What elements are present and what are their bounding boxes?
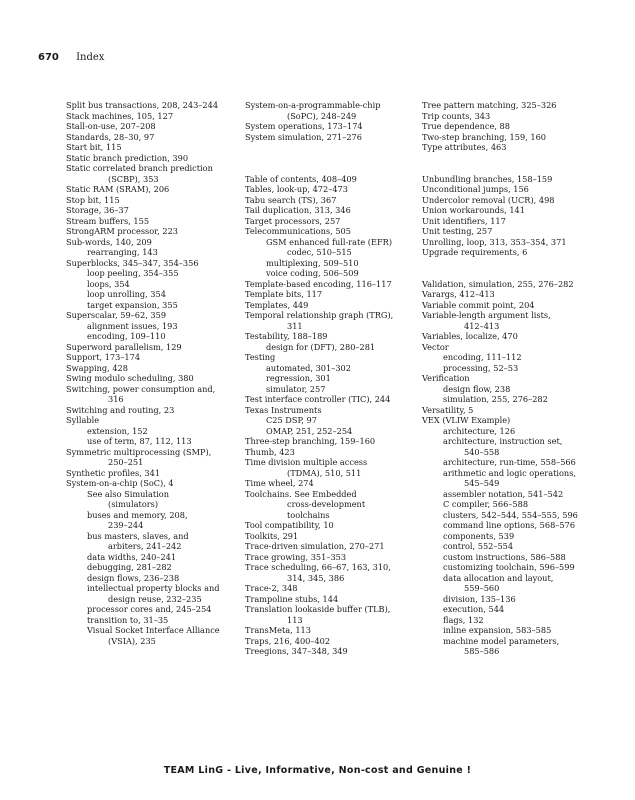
index-subentry: architecture, run-time, 558–566 <box>443 457 576 467</box>
index-entry: Template-based encoding, 116–117 <box>245 278 392 289</box>
index-entry: Variables, localize, 470 <box>422 331 518 341</box>
index-entry: Thumb, 423 <box>245 446 295 457</box>
index-entry: Time division multiple access <box>245 457 368 467</box>
index-subentry: design flow, 238 <box>443 383 511 394</box>
index-entry: Trace growing, 351–353 <box>245 551 347 562</box>
index-entry: Superblocks, 345–347, 354–356 <box>66 257 199 268</box>
index-entry: Static branch prediction, 390 <box>66 152 189 163</box>
index-entry: True dependence, 88 <box>422 121 510 131</box>
index-entry: Temporal relationship graph (TRG), <box>245 310 394 320</box>
index-entry: Standards, 28–30, 97 <box>66 131 155 142</box>
index-entry: Table of contents, 408–409 <box>245 173 357 184</box>
index-subentry: design for (DFT), 280–281 <box>266 341 376 352</box>
index-entry: Three-step branching, 159–160 <box>245 436 376 446</box>
index-subentry: C25 DSP, 97 <box>266 415 317 425</box>
index-entry: Unrolling, loop, 313, 353–354, 371 <box>422 236 567 247</box>
index-entry: Telecommunications, 505 <box>245 226 351 236</box>
index-subentry: intellectual property blocks and <box>87 583 220 593</box>
index-continuation: toolchains <box>287 509 330 520</box>
index-subentry: customizing toolchain, 596–599 <box>443 562 575 572</box>
index-continuation: 585–586 <box>464 646 500 656</box>
index-entry: Varargs, 412–413 <box>422 289 495 299</box>
index-subentry: use of term, 87, 112, 113 <box>87 436 192 446</box>
index-entry: VEX (VLIW Example) <box>422 415 511 425</box>
index-column-2 <box>245 100 425 657</box>
index-subentry: GSM enhanced full-rate (EFR) <box>266 236 393 247</box>
index-entry: Unconditional jumps, 156 <box>422 184 529 194</box>
index-subentry: processor cores and, 245–254 <box>87 604 212 614</box>
index-subentry: voice coding, 506–509 <box>266 268 359 278</box>
index-entry: Target processors, 257 <box>245 215 341 226</box>
index-subentry: debugging, 281–282 <box>87 562 172 572</box>
index-entry: Versatility, 5 <box>422 404 474 415</box>
page-footer: TEAM LinG - Live, Informative, Non-cost and Genuine ! <box>163 765 472 776</box>
index-entry: TransMeta, 113 <box>245 625 311 635</box>
index-entry: Union workarounds, 141 <box>422 205 525 215</box>
index-subentry: execution, 544 <box>443 604 505 614</box>
index-entry: Toolkits, 291 <box>245 530 299 541</box>
section-gap <box>422 258 602 279</box>
index-column-1 <box>66 100 246 646</box>
index-subentry: control, 552–554 <box>443 541 514 551</box>
index-entry: Template bits, 117 <box>245 289 323 299</box>
index-entry: Two-step branching, 159, 160 <box>422 131 547 142</box>
index-entry: Static correlated branch prediction <box>66 163 213 173</box>
index-column-3 <box>422 100 602 657</box>
index-entry: Stack machines, 105, 127 <box>66 110 174 121</box>
index-entry: Sub-words, 140, 209 <box>66 236 152 247</box>
section-gap <box>245 142 425 174</box>
index-subentry: machine model parameters, <box>443 635 560 646</box>
index-continuation: 545–549 <box>464 478 500 488</box>
index-continuation: 412–413 <box>464 320 500 331</box>
index-continuation: (TDMA), 510, 511 <box>287 467 362 478</box>
index-subentry: data widths, 240–241 <box>87 551 177 562</box>
page-number: 670 <box>38 52 59 63</box>
index-entry: Superword parallelism, 129 <box>66 341 182 352</box>
index-continuation: 559–560 <box>464 583 500 593</box>
index-entry: Verification <box>422 373 470 383</box>
index-subentry: design flows, 236–238 <box>87 572 180 583</box>
index-entry: Synthetic profiles, 341 <box>66 467 161 478</box>
index-entry: Test interface controller (TIC), 244 <box>245 394 391 404</box>
index-continuation: cross-development <box>287 499 366 509</box>
index-subentry: alignment issues, 193 <box>87 320 178 331</box>
index-entry: Tabu search (TS), 367 <box>245 194 337 205</box>
index-entry: Trip counts, 343 <box>422 110 491 121</box>
index-subentry: bus masters, slaves, and <box>87 530 189 541</box>
index-continuation: (SCBP), 353 <box>108 173 159 184</box>
index-entry: Superscalar, 59–62, 359 <box>66 310 167 320</box>
index-entry: Trace-2, 348 <box>245 583 298 593</box>
index-entry: Static RAM (SRAM), 206 <box>66 184 170 194</box>
index-entry: System-on-a-programmable-chip <box>245 100 381 110</box>
index-subentry: architecture, instruction set, <box>443 436 563 446</box>
index-subentry: transition to, 31–35 <box>87 614 169 625</box>
index-subentry: automated, 301–302 <box>266 362 351 373</box>
index-entry: Trace scheduling, 66–67, 163, 310, <box>245 562 391 572</box>
index-entry: Validation, simulation, 255, 276–282 <box>422 278 574 289</box>
index-subentry: command line options, 568–576 <box>443 520 576 530</box>
index-entry: Time wheel, 274 <box>245 478 314 488</box>
index-entry: Templates, 449 <box>245 299 309 310</box>
index-entry: Trace-driven simulation, 270–271 <box>245 541 385 551</box>
page-header <box>38 52 104 63</box>
index-subentry: flags, 132 <box>443 614 484 625</box>
index-entry: Swing modulo scheduling, 380 <box>66 373 194 383</box>
index-entry: Tool compatibility, 10 <box>245 520 334 530</box>
index-entry: Symmetric multiprocessing (SMP), <box>66 446 212 457</box>
index-entry: Translation lookaside buffer (TLB), <box>245 604 391 614</box>
index-entry: Split bus transactions, 208, 243–244 <box>66 100 219 110</box>
index-subentry: loops, 354 <box>87 278 130 289</box>
index-entry: Treegions, 347–348, 349 <box>245 646 348 656</box>
index-entry: Trampoline stubs, 144 <box>245 593 339 604</box>
index-subentry: See also Simulation <box>87 488 170 499</box>
index-subentry: regression, 301 <box>266 373 331 383</box>
index-entry: Variable commit point, 204 <box>422 299 535 310</box>
index-entry: Variable-length argument lists, <box>422 310 551 320</box>
index-entry: Syllable <box>66 415 100 425</box>
index-subentry: C compiler, 566–588 <box>443 499 529 509</box>
index-subentry: clusters, 542–544, 554–555, 596 <box>443 509 578 520</box>
index-entry: Stream buffers, 155 <box>66 215 150 226</box>
index-entry: Tail duplication, 313, 346 <box>245 205 351 215</box>
index-entry: Stall-on-use, 207–208 <box>66 121 156 131</box>
index-continuation: arbiters, 241–242 <box>108 541 182 551</box>
index-entry: Vector <box>422 341 449 352</box>
index-entry: Unit testing, 257 <box>422 226 493 236</box>
index-subentry: loop unrolling, 354 <box>87 289 166 299</box>
index-entry: Undercolor removal (UCR), 498 <box>422 194 555 205</box>
index-subentry: Visual Socket Interface Alliance <box>87 625 220 635</box>
index-continuation: 250–251 <box>108 457 144 467</box>
index-continuation: codec, 510–515 <box>287 247 352 257</box>
index-entry: Start bit, 115 <box>66 142 122 152</box>
index-continuation: 540–558 <box>464 446 500 457</box>
index-subentry: custom instructions, 586–588 <box>443 551 566 562</box>
index-subentry: extension, 152 <box>87 425 148 436</box>
index-subentry: inline expansion, 583–585 <box>443 625 552 635</box>
index-entry: Upgrade requirements, 6 <box>422 247 528 257</box>
index-continuation: 316 <box>108 394 124 404</box>
index-entry: Unit identifiers, 117 <box>422 215 506 226</box>
page-title: Index <box>76 52 105 63</box>
index-subentry: processing, 52–53 <box>443 362 519 373</box>
index-subentry: rearranging, 143 <box>87 247 158 257</box>
index-continuation: 314, 345, 386 <box>287 572 345 583</box>
index-entry: Swapping, 428 <box>66 362 128 373</box>
index-entry: System simulation, 271–276 <box>245 131 362 142</box>
index-entry: Testing <box>245 352 276 362</box>
index-continuation: (simulators) <box>108 499 159 509</box>
index-continuation: 311 <box>287 320 303 331</box>
index-subentry: components, 539 <box>443 530 515 541</box>
index-entry: Testability, 188–189 <box>245 331 328 341</box>
index-subentry: architecture, 126 <box>443 425 516 436</box>
index-entry: Traps, 216, 400–402 <box>245 635 331 646</box>
index-subentry: target expansion, 355 <box>87 299 178 310</box>
index-entry: System operations, 173–174 <box>245 121 363 131</box>
index-entry: Tables, look-up, 472–473 <box>245 184 348 194</box>
index-entry: Support, 173–174 <box>66 352 141 362</box>
index-subentry: buses and memory, 208, <box>87 509 188 520</box>
index-subentry: data allocation and layout, <box>443 572 554 583</box>
index-entry: Toolchains. See Embedded <box>245 488 357 499</box>
index-subentry: encoding, 111–112 <box>443 352 522 362</box>
index-subentry: multiplexing, 509–510 <box>266 257 359 268</box>
index-entry: Switching and routing, 23 <box>66 404 175 415</box>
index-continuation: (VSIA), 235 <box>108 635 156 646</box>
index-subentry: simulator, 257 <box>266 383 326 394</box>
index-subentry: OMAP, 251, 252–254 <box>266 425 353 436</box>
index-entry: StrongARM processor, 223 <box>66 226 179 236</box>
index-entry: Stop bit, 115 <box>66 194 120 205</box>
index-continuation: 113 <box>287 614 303 625</box>
index-subentry: arithmetic and logic operations, <box>443 467 577 478</box>
index-entry: Switching, power consumption and, <box>66 383 216 394</box>
index-entry: Storage, 36–37 <box>66 205 129 215</box>
index-entry: Texas Instruments <box>245 404 322 415</box>
index-continuation: design reuse, 232–235 <box>108 593 202 604</box>
index-entry: Tree pattern matching, 325–326 <box>422 100 557 110</box>
index-entry: Unbundling branches, 158–159 <box>422 173 553 184</box>
index-entry: Type attributes, 463 <box>422 142 507 152</box>
index-subentry: loop peeling, 354–355 <box>87 268 179 278</box>
index-subentry: simulation, 255, 276–282 <box>443 394 548 404</box>
index-subentry: encoding, 109–110 <box>87 331 166 341</box>
index-continuation: (SoPC), 248–249 <box>287 110 357 121</box>
section-gap <box>422 153 602 174</box>
index-subentry: assembler notation, 541–542 <box>443 488 564 499</box>
index-continuation: 239–244 <box>108 520 144 530</box>
index-subentry: division, 135–136 <box>443 593 516 604</box>
index-entry: System-on-a-chip (SoC), 4 <box>66 478 174 488</box>
